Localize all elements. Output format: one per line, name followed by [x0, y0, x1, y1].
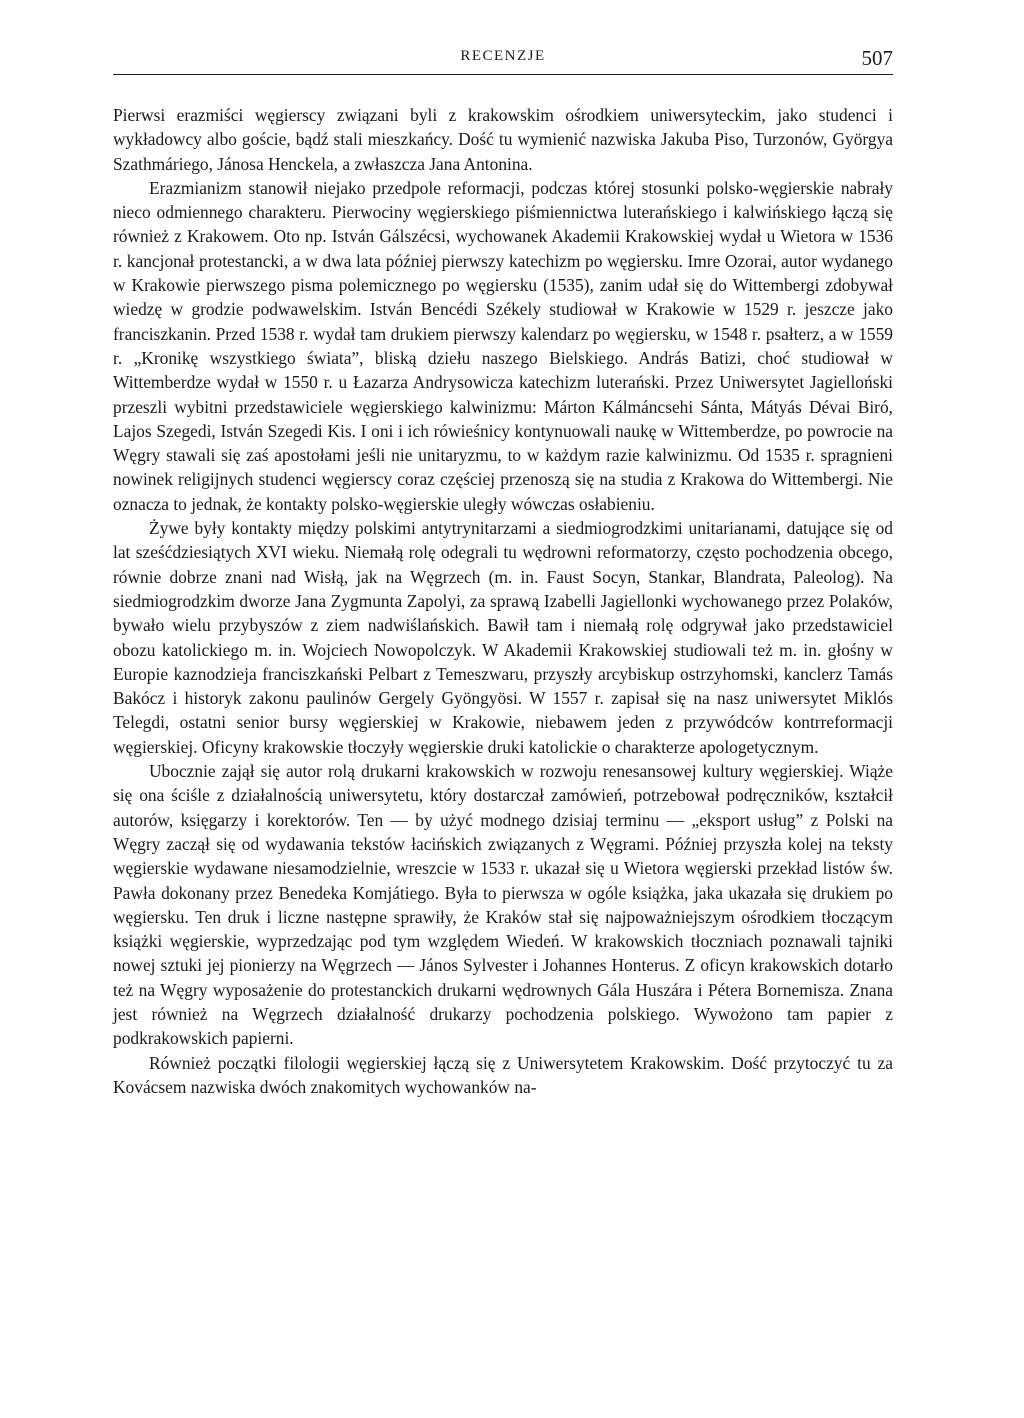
paragraph: Ubocznie zajął się autor rolą drukarni krakowskich w rozwoju renesansowej kultury węgierskiej. Wiąże się ona ściśle z działalnością uniwersytetu, który dostarczał zamówień, potrzebował podręczników, kształcił autorów, księgarzy i korektorów. Ten — by użyć modnego dzisiaj terminu — „eksport usług” z Polski na Węgry zaczął się od wydawania tekstów łacińskich związanych z Węgrami. Później przyszła kolej na teksty węgierskie wydawane niesamodzielnie, wreszcie w 1533 r. ukazał się u Wietora węgierski przekład listów św. Pawła dokonany przez Benedeka Komjátiego. Była to pierwsza w ogóle książka, jaka ukazała się drukiem po węgiersku. Ten druk i liczne następne sprawiły, że Kraków stał się najpoważniejszym ośrodkiem tłoczącym książki węgierskie, wyprzedzając pod tym względem Wiedeń. W krakowskich tłoczniach poznawali tajniki nowej sztuki jej pionierzy na Węgrzech — János Sylvester i Johannes Honterus. Z oficyn krakowskich dotarło też na Węgry wyposażenie do protestanckich drukarni wędrownych Gála Huszára i Pétera Bornemisza. Znana jest również na Węgrzech działalność drukarzy pochodzenia polskiego. Wywożono tam papier z podkrakowskich papierni. [113, 761, 893, 1049]
article-body [113, 103, 893, 1099]
page-number: 507 [861, 46, 893, 70]
paragraph: Żywe były kontakty między polskimi antytrynitarzami a siedmiogrodzkimi unitarianami, datujące się od lat sześćdziesiątych XVI wieku. Niemałą rolę odegrali tu wędrowni reformatorzy, często pochodzenia obcego, równie dobrze znani nad Wisłą, jak na Węgrzech (m. in. Faust Socyn, Stankar, Blandrata, Paleolog). Na siedmiogrodzkim dworze Jana Zygmunta Zapolyi, za sprawą Izabelli Jagiellonki wychowanego przez Polaków, bywało wielu przybyszów z ziem nadwiślańskich. Bawił tam i niemałą rolę odgrywał jako przedstawiciel obozu katolickiego m. in. Wojciech Nowopolczyk. W Akademii Krakowskiej studiowali też m. in. głośny w Europie kaznodzieja franciszkański Pelbart z Temeszwaru, przyszły arcybiskup ostrzyhomski, kanclerz Tamás Bakócz i historyk zakonu paulinów Gergely Gyöngyösi. W 1557 r. zapisał się na nasz uniwersytet Miklós Telegdi, ostatni senior bursy węgierskiej w Krakowie, niebawem jeden z przywódców kontrreformacji węgierskiej. Oficyny krakowskie tłoczyły węgierskie druki katolickie o charakterze apologetycznym. [113, 518, 893, 757]
paragraph: Również początki filologii węgierskiej łączą się z Uniwersytetem Krakowskim. Dość przytoczyć tu za Kovácsem nazwiska dwóch znakomitych wychowanków na- [113, 1052, 893, 1097]
paragraph: Pierwsi erazmiści węgierscy związani byli z krakowskim ośrodkiem uniwersyteckim, jako studenci i wykładowcy albo goście, bądź stali mieszkańcy. Dość tu wymienić nazwiska Jakuba Piso, Turzonów, Györgya Szathmáriego, Jánosa Henckela, a zwłaszcza Jana Antonina. [113, 105, 893, 174]
document-page [113, 40, 893, 1099]
paragraph: Erazmianizm stanowił niejako przedpole reformacji, podczas której stosunki polsko-węgierskie nabrały nieco odmiennego charakteru. Pierwociny węgierskiego piśmiennictwa luterańskiego i kalwińskiego łączą się również z Krakowem. Oto np. István Gálszécsi, wychowanek Akademii Krakowskiej wydał u Wietora w 1536 r. kancjonał protestancki, a w dwa lata później pierwszy katechizm po węgiersku. Imre Ozorai, autor wydanego w Krakowie pierwszego pisma polemicznego po węgiersku (1535), zanim udał się do Wittembergi zdobywał wiedzę w grodzie podwawelskim. István Bencédi Székely studiował w Krakowie w 1529 r. jeszcze jako franciszkanin. Przed 1538 r. wydał tam drukiem pierwszy kalendarz po węgiersku, w 1548 r. psałterz, a w 1559 r. „Kronikę wszystkiego świata”, bliską dziełu naszego Bielskiego. András Batizi, choć studiował w Wittemberdze wydał w 1550 r. u Łazarza Andrysowicza katechizm luterański. Przez Uniwersytet Jagielloński przeszli wybitni przedstawiciele węgierskiego kalwinizmu: Márton Kálmáncsehi Sánta, Mátyás Dévai Biró, Lajos Szegedi, István Szegedi Kis. I oni i ich rówieśnicy kontynuowali naukę w Wittemberdze, po powrocie na Węgry stawali się zaś apostołami jeśli nie unitaryzmu, to w każdym razie kalwinizmu. Od 1535 r. spragnieni nowinek religijnych studenci węgierscy coraz częściej przenoszą się na studia z Krakowa do Wittembergi. Nie oznacza to jednak, że kontakty polsko-węgierskie uległy wówczas osłabieniu. [113, 177, 893, 514]
running-title: RECENZJE [460, 48, 546, 64]
page-header [113, 40, 893, 75]
